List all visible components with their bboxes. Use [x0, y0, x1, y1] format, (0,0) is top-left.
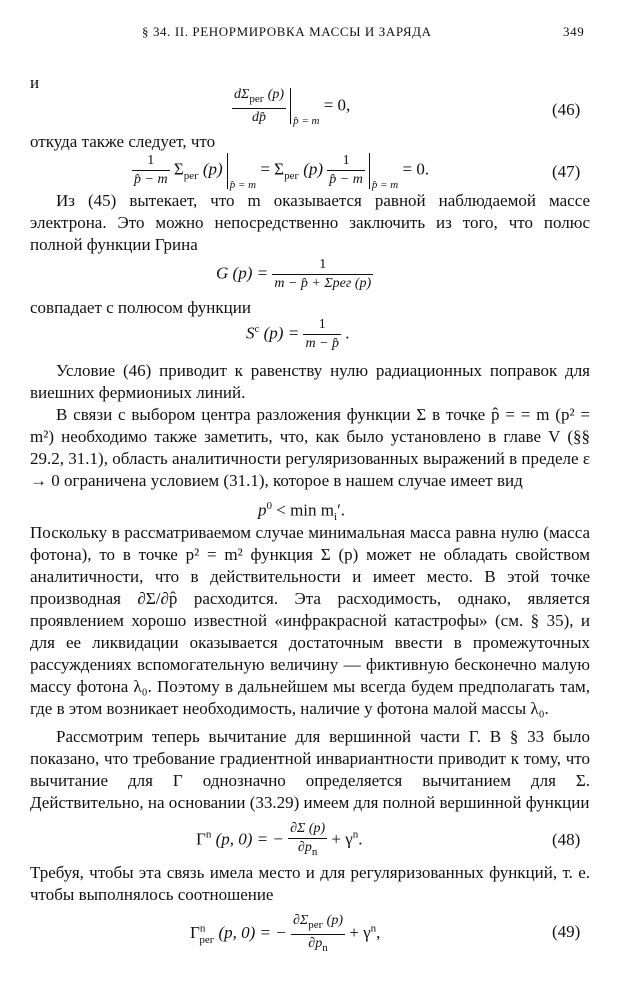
condition-inequality: $p^0 < \min m_i'$. [258, 500, 346, 524]
eq46-fraction: $\frac{d\Sigma_{рег} (p)}{dp̂}$ [234, 87, 285, 125]
equation-46: $\frac{d\Sigma_{рег} (p)}{dp̂}$ p̂ = m = 0, [234, 87, 351, 128]
equation-49-label: (49) [552, 922, 581, 941]
paragraph-2: Из (45) вытекает, что m оказывается равной наблюдаемой массе электрона. Это можно непосредственно заключить из того, что полюс полной функции Грина [30, 191, 590, 254]
paragraph-1: откуда также следует, что [30, 132, 216, 151]
running-header: § 34. II. РЕНОРМИРОВКА МАССЫ И ЗАРЯДА [142, 24, 432, 39]
paragraph-4: Условие (46) приводит к равенству нулю радиационных поправок для виешних фермиониых линий. [30, 361, 590, 402]
page-number: 349 [563, 24, 585, 39]
paragraph-5: В связи с выбором центра разложения функции Σ в точке p̂ = = m (p² = m²) необходимо также заметить, что, как было установлено в главе V (§§ 29.2, 31.1), область аналитичности регуляризованных выражений в пределе ε → 0 ограничена условием (31.1), которое в нашем случае имеет вид [30, 405, 590, 490]
equation-49: $\Gamma^n_{рег}$ (p, 0) = − $\frac{\partial\Sigma_{рег} (p)}{\partial p_n}$ + $\gamma^n$, [190, 913, 381, 954]
equation-48-label: (48) [552, 830, 581, 849]
equation-46-label: (46) [552, 100, 581, 119]
equation-47: $\frac{1}{p̂ - m}$ $\Sigma_{рег}$ (p)p̂ = $m = \Sigma_{рег}$ (p) $\frac{1}{p̂ - m}$ p̂ = m = 0. [134, 153, 430, 192]
equation-47-label: (47) [552, 162, 581, 181]
word-and: и [30, 73, 40, 92]
paragraph-6: Поскольку в рассматриваемом случае минимальная масса равна нулю (масса фотона), то в точке p² = m² функция Σ (p) может не обладать свойством аналитичности, что в действительности и имеет место. В этой точке производная ∂Σ/∂p̂ расходится. Эта расходимость, однако, является проявлением хорошо известной «инфракрасной катастрофы» (см. § 35), и для ее ликвидации оказывается достаточным ввести в промежуточных рассуждениях вспомогательную величину — фиктивную бесконечно малую массу фотона λ₀. Поэтому в дальнейшем мы всегда будем предполагать там, где в этом возникает необходимость, наличие у фотона малой массы λ₀. [30, 523, 590, 718]
green-function-equation: G (p) = $\frac{1}{\text{m − p̂ + Σрег (p)}}$ [216, 257, 372, 291]
paragraph-3: совпадает с полюсом функции [30, 298, 251, 317]
paragraph-8: Требуя, чтобы эта связь имела место и для регуляризованных функций, т. е. чтобы выполнялось соотношение [30, 863, 590, 904]
propagator-equation: $S^c$ (p) = $\frac{1}{m - p̂}$ . [246, 317, 350, 351]
paragraph-7: Рассмотрим теперь вычитание для вершинной части Г. В § 33 было показано, что требование градиентной инвариантности приводит к тому, что вычитание для Г однозначно определяется вычитанием для Σ. Действительно, на основании (33.29) имеем для полной вершинной функции [30, 727, 590, 812]
equation-48: $\Gamma^n$ (p, 0) = − $\frac{\partial\Sigma (p)}{\partial p_n}$ + $\gamma^n$. [196, 821, 363, 858]
